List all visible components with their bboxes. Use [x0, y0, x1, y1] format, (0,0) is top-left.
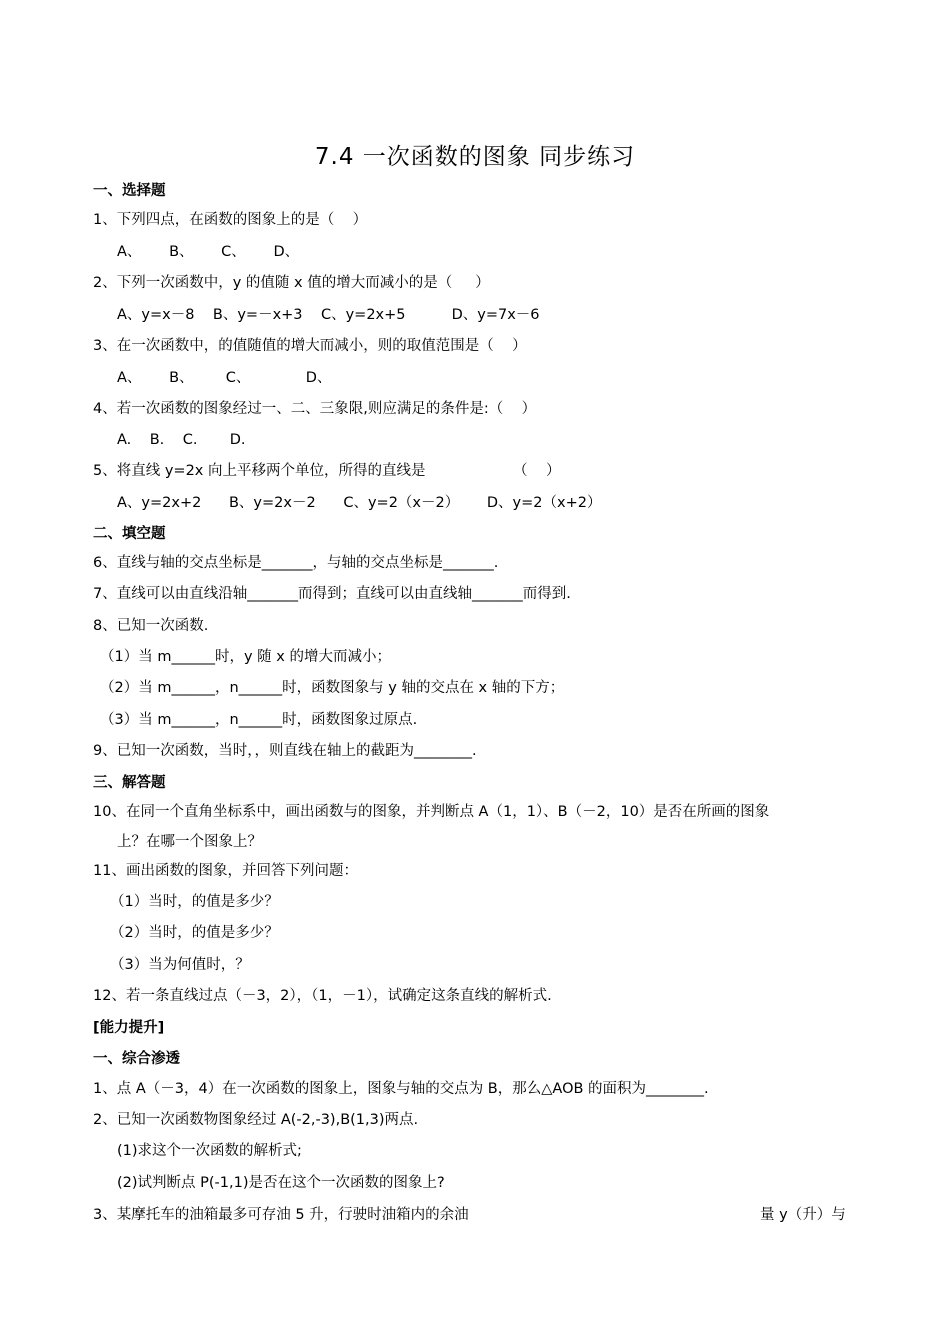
question-3-options: A、 B、 C、 D、	[117, 370, 332, 386]
ability-question-2-part-1: (1)求这个一次函数的解析式;	[117, 1143, 302, 1159]
question-8-part-1: （1）当 m______时，y 随 x 的增大而减小；	[100, 649, 391, 665]
section-heading-comprehensive: 一、综合渗透	[93, 1051, 180, 1067]
question-1-stem: 1、下列四点，在函数的图象上的是（ ）	[93, 212, 368, 228]
question-5-stem: 5、将直线 y=2x 向上平移两个单位，所得的直线是 （ ）	[93, 463, 561, 479]
section-heading-fill: 二、填空题	[93, 526, 166, 542]
question-2-options: A、y=x－8 B、y=－x+3 C、y=2x+5 D、y=7x－6	[117, 307, 540, 323]
question-8-part-3: （3）当 m______，n______时，函数图象过原点.	[100, 712, 418, 728]
question-4-options: A. B. C. D.	[117, 432, 246, 448]
question-2-stem: 2、下列一次函数中，y 的值随 x 值的增大而减小的是（ ）	[93, 275, 490, 291]
ability-question-2-stem: 2、已知一次函数物图象经过 A(-2,-3),B(1,3)两点.	[93, 1112, 419, 1128]
section-heading-choice: 一、选择题	[93, 183, 166, 199]
question-4-stem: 4、若一次函数的图象经过一、二、三象限,则应满足的条件是:（ ）	[93, 401, 537, 417]
question-6: 6、直线与轴的交点坐标是_______，与轴的交点坐标是_______.	[93, 555, 499, 571]
question-10-line-2: 上？在哪一个图象上？	[117, 834, 262, 850]
section-heading-answer: 三、解答题	[93, 775, 166, 791]
question-9: 9、已知一次函数，当时，，则直线在轴上的截距为________.	[93, 743, 477, 759]
question-11-part-1: （1）当时，的值是多少？	[110, 894, 279, 910]
question-11-part-2: （2）当时，的值是多少？	[110, 925, 279, 941]
ability-heading: [能力提升]	[93, 1020, 165, 1036]
question-11-stem: 11、画出函数的图象，并回答下列问题：	[93, 863, 358, 879]
ability-question-3-left: 3、某摩托车的油箱最多可存油 5 升，行驶时油箱内的余油	[93, 1207, 469, 1223]
question-10-line-1: 10、在同一个直角坐标系中，画出函数与的图象，并判断点 A（1，1）、B（－2，10）是否在所画的图象	[93, 804, 770, 820]
question-1-options: A、 B、 C、 D、	[117, 244, 300, 260]
question-3-stem: 3、在一次函数中，的值随值的增大而减小，则的取值范围是（ ）	[93, 338, 527, 354]
page-title: 7.4 一次函数的图象 同步练习	[314, 144, 636, 170]
question-8-stem: 8、已知一次函数.	[93, 618, 209, 634]
question-11-part-3: （3）当为何值时，？	[110, 957, 250, 973]
ability-question-2-part-2: (2)试判断点 P(-1,1)是否在这个一次函数的图象上?	[117, 1175, 445, 1191]
ability-question-3-right: 量 y（升）与	[760, 1207, 846, 1223]
ability-question-1: 1、点 A（－3，4）在一次函数的图象上，图象与轴的交点为 B，那么△AOB 的面积为________.	[93, 1081, 709, 1097]
question-7: 7、直线可以由直线沿轴_______而得到；直线可以由直线轴_______而得到.	[93, 586, 571, 602]
question-12: 12、若一条直线过点（－3，2），（1，－1），试确定这条直线的解析式.	[93, 988, 552, 1004]
question-8-part-2: （2）当 m______，n______时，函数图象与 y 轴的交点在 x 轴的下方；	[100, 680, 565, 696]
question-5-options: A、y=2x+2 B、y=2x－2 C、y=2（x－2） D、y=2（x+2）	[117, 495, 602, 511]
